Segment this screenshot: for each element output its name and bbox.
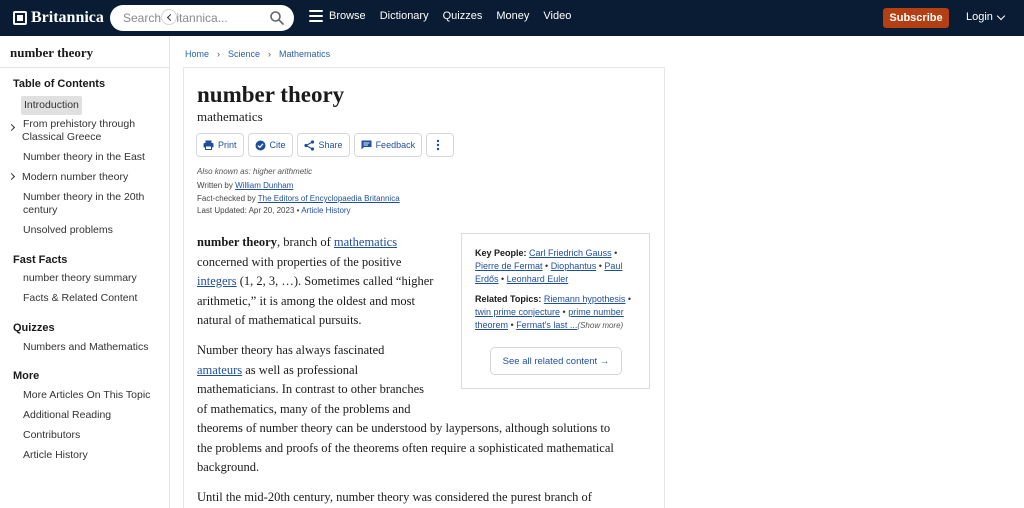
person-link[interactable]: Carl Friedrich Gauss <box>529 248 612 258</box>
toc-item-unsolved[interactable]: Unsolved problems <box>23 224 113 236</box>
show-more-link[interactable]: (Show more) <box>577 321 624 330</box>
written-by <box>197 181 293 190</box>
feedback-label: Feedback <box>375 140 416 150</box>
quizzes-heading: Quizzes <box>13 322 55 334</box>
toc-item-modern[interactable]: Modern number theory <box>22 171 129 183</box>
text: arithmetic,” it is among the oldest and most <box>197 293 416 308</box>
breadcrumb-mathematics[interactable]: Mathematics <box>279 49 331 59</box>
main-nav <box>309 10 585 22</box>
article-toolbar <box>196 133 458 157</box>
topic-link[interactable]: Fermat's last ... <box>516 320 578 330</box>
text: theorems of number theory can be understood by laypersons, although solutions to <box>197 421 611 435</box>
related-topics: Related Topics: Riemann hypothesis • twin prime conjecture • prime number theorem • Fermat's last ...(Show more) <box>475 294 632 330</box>
nav-video[interactable]: Video <box>543 10 572 22</box>
fact-checked-label: Fact-checked by <box>197 194 256 203</box>
author-link[interactable]: William Dunham <box>235 181 294 190</box>
text: (1, 2, 3, …). Sometimes called “higher <box>236 274 434 288</box>
print-button[interactable] <box>196 133 244 157</box>
text: mathematicians. In contrast to other branches <box>197 382 425 396</box>
person-link[interactable]: Erdős <box>475 274 499 284</box>
print-label: Print <box>218 140 237 150</box>
text: as well as professional <box>242 362 359 377</box>
sidebar-header <box>0 36 170 68</box>
toc-item-introduction[interactable]: Introduction <box>21 96 82 115</box>
nav-browse[interactable]: Browse <box>329 10 366 22</box>
page-title: number theory <box>197 82 345 107</box>
breadcrumb <box>185 49 330 59</box>
text: , branch of <box>276 235 334 249</box>
mathematics-link[interactable]: mathematics <box>333 235 398 249</box>
sidebar-title: number theory <box>10 45 94 60</box>
article-history-link[interactable]: Article History <box>301 206 351 215</box>
logo-text: Britannica <box>31 9 104 26</box>
more-options-button[interactable] <box>426 133 454 157</box>
nav-dictionary[interactable]: Dictionary <box>379 10 429 22</box>
chevron-left-icon <box>166 13 173 20</box>
login-label: Login <box>966 11 993 23</box>
term-bold: number theory <box>197 235 277 249</box>
page-subtitle: mathematics <box>197 109 263 124</box>
toc-item-20th-century[interactable]: Number theory in the 20th <box>23 191 145 203</box>
text: Number theory has always fascinated <box>197 343 385 357</box>
login-button[interactable] <box>966 11 1004 23</box>
also-known-as: Also known as: higher arithmetic <box>197 167 313 176</box>
person-link[interactable]: Pierre de Fermat <box>475 261 543 271</box>
chevron-right-icon: › <box>217 49 221 59</box>
more-heading: More <box>13 370 40 382</box>
subscribe-button[interactable]: Subscribe <box>883 8 949 28</box>
more-item-articles[interactable]: More Articles On This Topic <box>23 389 151 401</box>
check-circle-icon <box>255 140 266 151</box>
written-by-label: Written by <box>197 181 233 190</box>
topic-link[interactable]: twin prime conjecture <box>475 307 561 317</box>
feedback-icon <box>361 140 372 150</box>
quiz-item-numbers[interactable]: Numbers and Mathematics <box>23 341 149 353</box>
text: the problems and proofs of the theorems often require a sophisticated mathematical <box>197 440 614 455</box>
text: concerned with properties of the positive <box>197 254 402 269</box>
chevron-down-icon <box>997 11 1005 19</box>
search-input[interactable] <box>123 11 263 25</box>
feedback-button[interactable] <box>354 133 423 157</box>
share-label: Share <box>318 140 343 150</box>
toc-item-20th-century-cont[interactable]: century <box>23 204 58 216</box>
toc-heading: Table of Contents <box>13 78 106 90</box>
chevron-right-icon: › <box>268 49 272 59</box>
search-icon[interactable] <box>269 10 285 26</box>
text: of mathematics, many of the problems and <box>197 401 411 416</box>
nav-quizzes[interactable]: Quizzes <box>442 10 483 22</box>
toc-item-prehistory[interactable]: From prehistory through <box>23 118 136 130</box>
last-updated-label: Last Updated: Apr 20, 2023 • <box>197 206 300 215</box>
third-paragraph: Until the mid-20th century, number theory was considered the purest branch of <box>197 490 592 504</box>
breadcrumb-science[interactable]: Science <box>228 49 261 59</box>
hamburger-menu-icon[interactable] <box>309 10 323 22</box>
collapse-sidebar-button[interactable] <box>161 9 177 25</box>
britannica-logo[interactable] <box>13 9 104 27</box>
see-all-related-button[interactable]: See all related content → <box>490 347 622 375</box>
breadcrumb-home[interactable]: Home <box>185 49 210 59</box>
topic-link[interactable]: Riemann hypothesis <box>543 294 626 304</box>
related-topics-label: Related Topics: <box>475 294 542 304</box>
key-people: Key People: Carl Friedrich Gauss • Pierre de Fermat • Diophantus • Paul Erdős • Leonhard Euler <box>475 248 623 284</box>
person-link[interactable]: Paul <box>604 261 623 271</box>
top-navigation-bar <box>0 0 1024 36</box>
nav-money[interactable]: Money <box>496 10 530 22</box>
amateurs-link[interactable]: amateurs <box>197 362 243 377</box>
toc-item-prehistory-cont[interactable]: Classical Greece <box>22 131 102 143</box>
cite-label: Cite <box>269 140 286 150</box>
britannica-logo-icon <box>13 11 27 25</box>
facts-item-related[interactable]: Facts & Related Content <box>23 292 138 304</box>
cite-button[interactable] <box>248 133 293 157</box>
fact-checker-link[interactable]: The Editors of Encyclopaedia Britannica <box>257 194 400 203</box>
facts-item-summary[interactable]: number theory summary <box>23 272 137 284</box>
topic-link[interactable]: theorem <box>475 320 509 330</box>
intro-paragraph <box>197 233 457 331</box>
share-button[interactable] <box>297 133 350 157</box>
text: background. <box>197 460 260 474</box>
search-box[interactable] <box>110 5 294 31</box>
more-item-history[interactable]: Article History <box>23 449 88 461</box>
more-item-contributors[interactable]: Contributors <box>23 429 81 441</box>
share-icon <box>304 140 315 151</box>
person-link[interactable]: Leonhard Euler <box>506 274 569 284</box>
topic-link[interactable]: prime number <box>568 307 624 317</box>
text: natural of mathematical pursuits. <box>197 313 362 327</box>
integers-link[interactable]: integers <box>197 274 237 288</box>
person-link[interactable]: Diophantus <box>550 261 597 271</box>
fast-facts-heading: Fast Facts <box>13 254 68 266</box>
fact-checked-by <box>197 194 400 203</box>
more-vertical-icon <box>436 139 440 151</box>
print-icon <box>203 140 214 150</box>
more-item-reading[interactable]: Additional Reading <box>23 409 112 421</box>
last-updated <box>197 206 351 215</box>
toc-item-east[interactable]: Number theory in the East <box>23 151 145 163</box>
key-people-label: Key People: <box>475 248 527 258</box>
